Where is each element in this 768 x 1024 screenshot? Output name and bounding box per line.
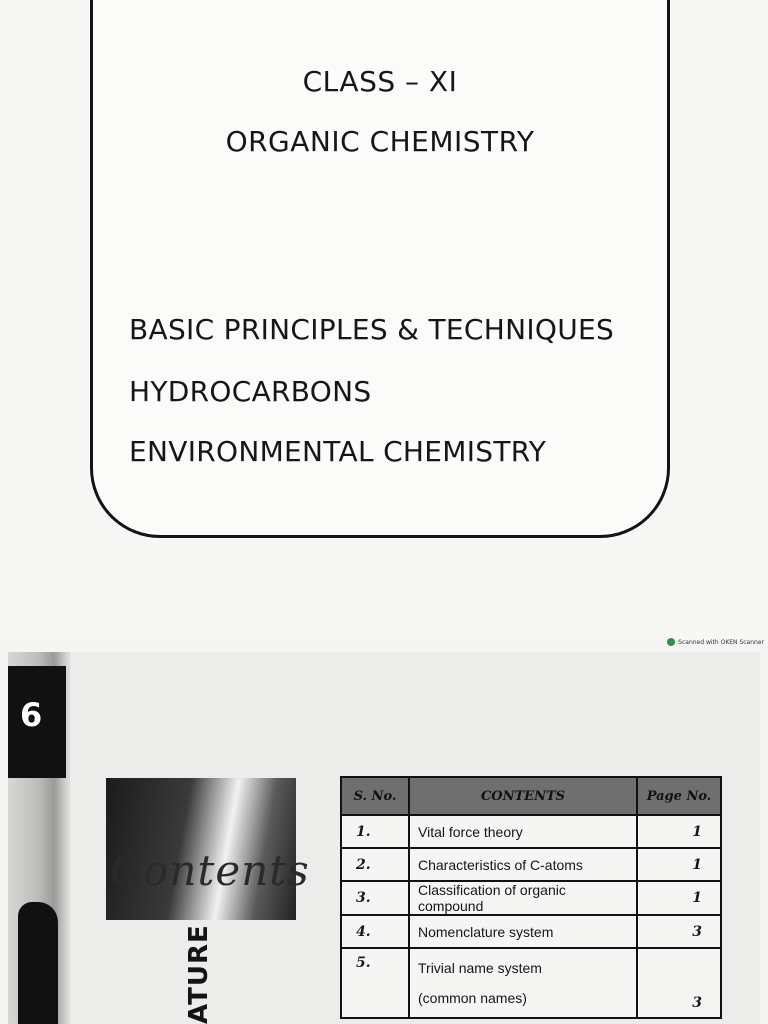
contents-heading: Contents — [110, 846, 310, 895]
row-title-line2: (common names) — [418, 990, 527, 1006]
table-header-row — [341, 777, 721, 815]
row-sno: 5. — [341, 948, 409, 1018]
row-sno: 1. — [341, 815, 409, 848]
row-page: 3 — [637, 915, 721, 948]
row-sno: 2. — [341, 848, 409, 881]
side-chapter-title: ATURE — [184, 924, 214, 1024]
table-row — [341, 848, 721, 881]
row-title: Classification of organic compound — [409, 881, 637, 915]
row-page: 1 — [637, 848, 721, 881]
topic-environmental-chemistry: ENVIRONMENTAL CHEMISTRY — [129, 435, 547, 468]
side-decoration — [18, 902, 58, 1024]
table-row — [341, 915, 721, 948]
row-title: Characteristics of C-atoms — [409, 848, 637, 881]
topic-hydrocarbons: HYDROCARBONS — [129, 375, 372, 408]
row-title-line1: Trivial name system — [418, 960, 542, 976]
header-contents: CONTENTS — [409, 777, 637, 815]
cover-frame — [90, 0, 670, 538]
chapter-number: 6 — [20, 696, 43, 734]
row-title: Nomenclature system — [409, 915, 637, 948]
header-sno: S. No. — [341, 777, 409, 815]
subject-title: ORGANIC CHEMISTRY — [225, 125, 535, 158]
scanner-logo-icon — [667, 638, 675, 646]
scanner-watermark — [667, 638, 764, 646]
header-page-no: Page No. — [637, 777, 721, 815]
scanner-note-text: Scanned with OKEN Scanner — [678, 638, 764, 646]
table-row — [341, 815, 721, 848]
row-title — [409, 948, 637, 1018]
class-title: CLASS – XI — [302, 65, 458, 98]
row-sno: 4. — [341, 915, 409, 948]
table-row — [341, 881, 721, 915]
table-row — [341, 948, 721, 1018]
topic-basic-principles: BASIC PRINCIPLES & TECHNIQUES — [129, 313, 615, 346]
row-sno: 3. — [341, 881, 409, 915]
row-title: Vital force theory — [409, 815, 637, 848]
contents-table — [340, 776, 722, 1019]
row-page: 1 — [637, 815, 721, 848]
contents-page — [8, 652, 760, 1024]
row-page: 1 — [637, 881, 721, 915]
row-page: 3 — [637, 948, 721, 1018]
